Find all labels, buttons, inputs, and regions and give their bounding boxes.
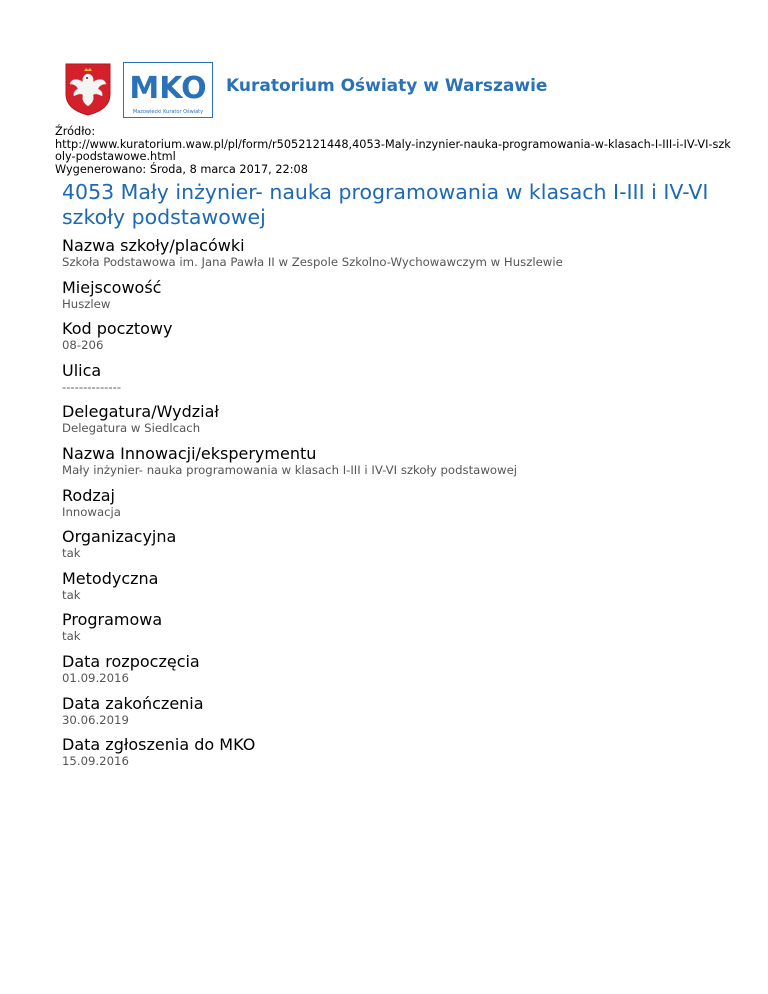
- field-delegation: [62, 402, 742, 444]
- field-label: Data zgłoszenia do MKO: [62, 735, 256, 755]
- field-value: 15.09.2016: [62, 754, 129, 769]
- field-label: Data rozpoczęcia: [62, 651, 200, 671]
- field-school-name: [62, 236, 742, 278]
- field-locality: [62, 278, 742, 320]
- field-end-date: [62, 694, 742, 736]
- field-value: Mały inżynier- nauka programowania w klasach I-III i IV-VI szkoły podstawowej: [62, 462, 518, 477]
- field-organizational: [62, 527, 742, 569]
- field-value: tak: [62, 587, 81, 602]
- field-label: Nazwa szkoły/placówki: [62, 236, 245, 255]
- field-methodical: [62, 569, 742, 611]
- source-meta: [55, 126, 735, 176]
- mko-logo-subtitle: Mazowiecki Kurator Oświaty: [132, 109, 204, 115]
- polish-eagle-crest-icon: [64, 62, 112, 116]
- field-value: tak: [62, 546, 81, 561]
- source-label: Źródło:: [55, 125, 96, 138]
- field-postal-code: [62, 319, 742, 361]
- field-label: Data zakończenia: [62, 693, 204, 713]
- page-header: [64, 62, 744, 116]
- field-label: Nazwa Innowacji/eksperymentu: [62, 443, 317, 463]
- brand-name: Kuratorium Oświaty w Warszawie: [226, 76, 548, 96]
- field-value: --------------: [62, 379, 122, 394]
- field-label: Kod pocztowy: [62, 319, 173, 339]
- field-street: [62, 361, 742, 403]
- field-label: Rodzaj: [62, 485, 115, 505]
- mko-logo-text: MKO: [129, 71, 207, 106]
- field-label: Miejscowość: [62, 277, 162, 297]
- field-value: tak: [62, 629, 81, 644]
- field-submission-date: [62, 735, 742, 777]
- field-value: Huszlew: [62, 296, 111, 311]
- field-label: Metodyczna: [62, 568, 159, 588]
- field-value: Szkoła Podstawowa im. Jana Pawła II w Zespole Szkolno-Wychowawczym w Huszlewie: [62, 255, 563, 269]
- field-start-date: [62, 652, 742, 694]
- field-value: Innowacja: [62, 504, 121, 519]
- generated-timestamp: Wygenerowano: Środa, 8 marca 2017, 22:08: [55, 162, 308, 176]
- field-label: Ulica: [62, 360, 102, 380]
- field-value: 01.09.2016: [62, 670, 129, 685]
- field-value: Delegatura w Siedlcach: [62, 421, 201, 436]
- field-label: Programowa: [62, 610, 163, 630]
- field-value: 30.06.2019: [62, 712, 129, 727]
- field-type: [62, 486, 742, 528]
- source-url[interactable]: http://www.kuratorium.waw.pl/pl/form/r5052121448,4053-Maly-inzynier-nauka-programowania-w-klasach-I-III-i-IV-VI-szkoly-podstawowe.html: [55, 137, 731, 164]
- page-title: 4053 Mały inżynier- nauka programowania w klasach I-III i IV-VI szkoły podstawowej: [62, 180, 709, 229]
- field-label: Delegatura/Wydział: [62, 402, 219, 422]
- field-programmatic: [62, 610, 742, 652]
- field-value: 08-206: [62, 338, 104, 353]
- field-label: Organizacyjna: [62, 527, 177, 547]
- details-list: [62, 236, 742, 777]
- field-innovation-name: [62, 444, 742, 486]
- mko-logo: [123, 62, 213, 118]
